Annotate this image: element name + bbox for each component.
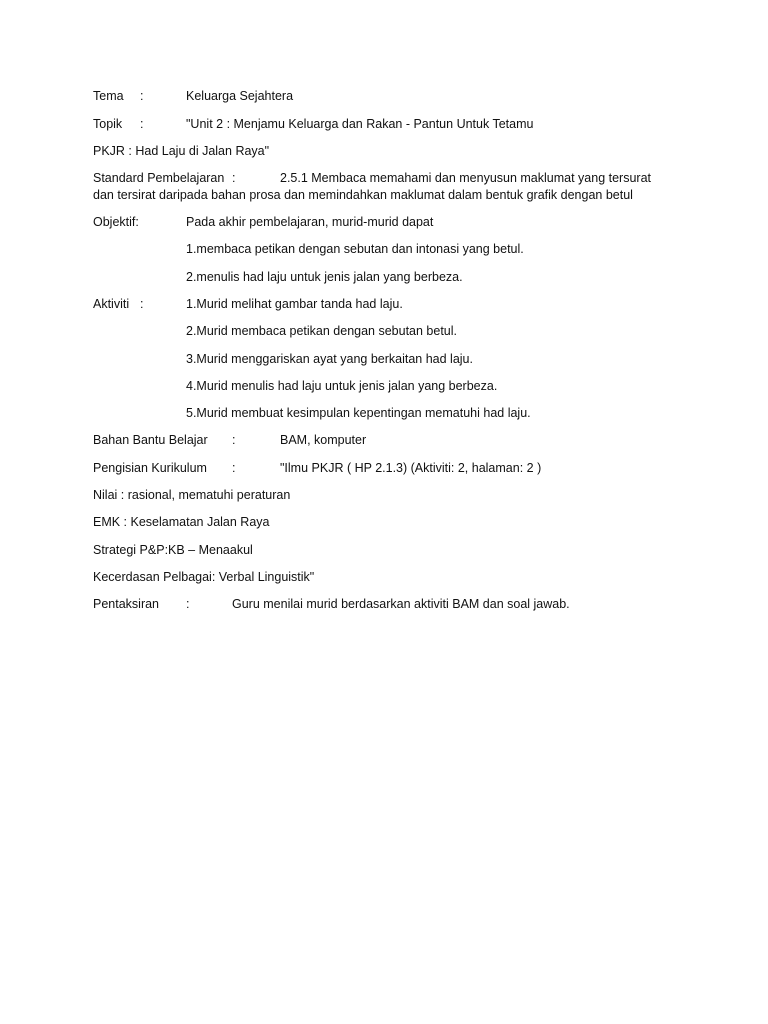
standard-continuation: dan tersirat daripada bahan prosa dan memindahkan maklumat dalam bentuk grafik dengan betul [93,188,633,202]
tema-colon: : [140,89,144,103]
emk-line: EMK : Keselamatan Jalan Raya [93,515,270,529]
aktiviti-item-5: 5.Murid membuat kesimpulan kepentingan mematuhi had laju. [186,406,531,420]
pkjr-line: PKJR : Had Laju di Jalan Raya" [93,144,270,158]
bahan-colon: : [232,433,236,447]
objektif-item-2: 2.menulis had laju untuk jenis jalan yang berbeza. [186,270,463,284]
kurikulum-colon: : [232,461,236,475]
kurikulum-value: "Ilmu PKJR ( HP 2.1.3) (Aktiviti: 2, halaman: 2 ) [280,461,542,475]
standard-colon: : [232,171,236,185]
tema-value: Keluarga Sejahtera [186,89,294,103]
bahan-value: BAM, komputer [280,433,367,447]
strategi-line: Strategi P&P:KB – Menaakul [93,543,253,557]
objektif-intro: Pada akhir pembelajaran, murid-murid dapat [186,215,434,229]
aktiviti-item-1: 1.Murid melihat gambar tanda had laju. [186,297,403,311]
kurikulum-label: Pengisian Kurikulum [93,461,207,475]
aktiviti-item-3: 3.Murid menggariskan ayat yang berkaitan had laju. [186,352,473,366]
tema-label: Tema [93,89,124,103]
bahan-label: Bahan Bantu Belajar [93,433,208,447]
standard-value: 2.5.1 Membaca memahami dan menyusun maklumat yang tersurat [280,171,652,185]
aktiviti-item-4: 4.Murid menulis had laju untuk jenis jalan yang berbeza. [186,379,498,393]
pentaksiran-colon: : [186,597,190,611]
topik-colon: : [140,117,144,131]
aktiviti-label: Aktiviti [93,297,130,311]
objektif-label: Objektif: [93,215,139,229]
topik-label: Topik [93,117,123,131]
nilai-line: Nilai : rasional, mematuhi peraturan [93,488,291,502]
kecerdasan-line: Kecerdasan Pelbagai: Verbal Linguistik" [93,570,315,584]
aktiviti-colon: : [140,297,144,311]
aktiviti-item-2: 2.Murid membaca petikan dengan sebutan betul. [186,324,458,338]
topik-value: "Unit 2 : Menjamu Keluarga dan Rakan - Pantun Untuk Tetamu [186,117,534,131]
objektif-item-1: 1.membaca petikan dengan sebutan dan intonasi yang betul. [186,242,524,256]
standard-label: Standard Pembelajaran [93,171,225,185]
pentaksiran-value: Guru menilai murid berdasarkan aktiviti BAM dan soal jawab. [232,597,570,611]
pentaksiran-label: Pentaksiran [93,597,160,611]
